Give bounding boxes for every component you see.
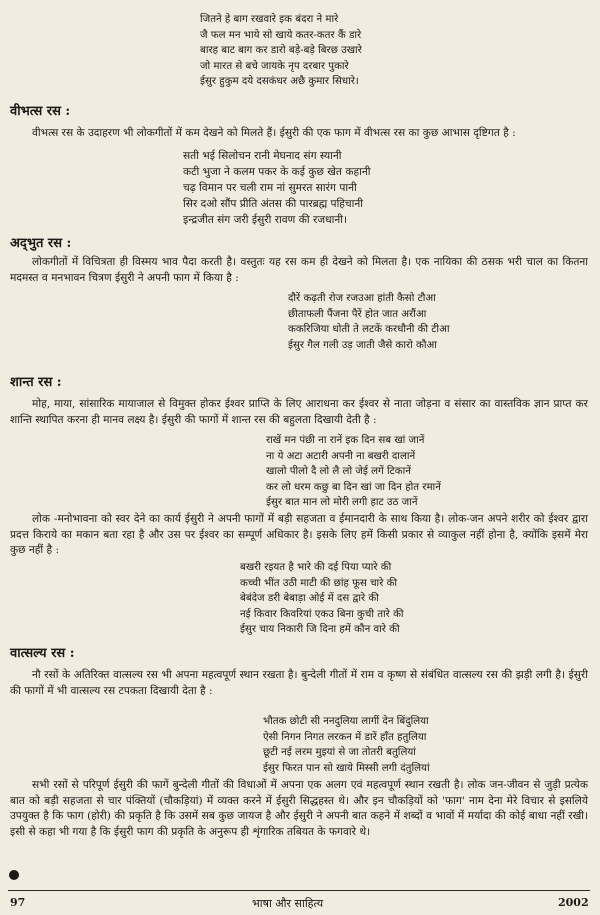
page-number: 97: [10, 896, 26, 909]
paragraph-adbhut: लोकगीतों में विचित्रता ही विस्मय भाव पैदा करती है। वस्तुतः यह रस कम ही देखने को मिलता है। एक नायिका की ठसक भरी चाल का कितना मदमस्त व मनभावन चित्रण ईसुरी ने अपनी फाग में किया है :: [10, 256, 588, 284]
year: 2002: [558, 896, 589, 909]
heading-adbhut-ras: अद्‌भुत रस :: [10, 236, 72, 251]
heading-shant-ras: शान्त रस :: [10, 375, 62, 390]
footer-rule: [8, 890, 590, 891]
verse-line: कर लो धरम कछु बा दिन खां जा दिन होत रमानें: [266, 481, 441, 493]
paragraph-shant-2: लोक -मनोभावना को स्वर देने का कार्य ईसुरी ने अपनी फागों में बड़ी सहजता व ईमानदारी के साथ किया है। लोक-जन अपने शरीर को ईश्वर द्वारा प्रदत्त किराये का मकान बता रहा है और उस पर ईश्वर का सम्पूर्ण अधिकार है। इसके लिए हमें किसी प्रकार से व्याकुल नहीं होना है, क्योंकि इसमें मेरा कुछ नहीं है :: [10, 513, 588, 557]
verse-line: सती भई सिलोचन रानी मेघनाद संग स्यानी: [183, 150, 342, 162]
verse-line: ईसुर बात मान लो मोरी लगी हाट उठ जानें: [266, 497, 418, 508]
verse-opening: [200, 12, 362, 90]
verse-line: दौरें कढ़ती रोज रजउआ हांती कैसो टौआ: [288, 293, 436, 304]
verse-vatsalya: [263, 714, 430, 776]
verse-line: कच्ची भींत उठी माटी की छांह फूस चारे की: [240, 577, 398, 589]
verse-line: बारह बाट बाग कर डारो बड़े-बड़े बिरछ उखारे: [200, 45, 362, 56]
paragraph-vibhats: वीभत्स रस के उदाहरण भी लोकगीतों में कम देखने को मिलते हैं। ईसुरी की एक फाग में वीभत्स रस का कुछ आभास दृष्टिगत है :: [32, 127, 516, 139]
verse-line: ईसुर चाय निकारी जि दिना हमें कौन वारे की: [240, 624, 400, 635]
verse-shant: [266, 433, 441, 511]
verse-line: इन्द्रजीत संग जरी ईसुरी रावण की रजधानी।: [183, 214, 348, 226]
verse-line: ऐसी निगन निगत लरकन में डारें हाँत हतुलिया: [263, 731, 427, 743]
verse-line: ना ये अटा अटारी अपनी ना बखरी दालानें: [266, 450, 416, 462]
verse-line: जितने हे बाग रखवारे इक बंदरा ने मारे: [200, 14, 339, 25]
verse-vibhats: [183, 148, 370, 228]
verse-line: चढ़ विमान पर चली राम नां सुमरत सारंग पानी: [183, 182, 357, 194]
verse-line: बेबंदेज डरी बेबाड़ा ओई में दस द्वारे की: [240, 593, 379, 604]
verse-line: राखें मन पंछी ना रानें इक दिन सब खां जानें: [266, 435, 425, 446]
verse-line: ईसुर फिरत पान सो खाये मिस्सी लगी दंतुलियां: [263, 762, 430, 774]
verse-line: ईसुर हुकुम दये दसकंधर अछै कुमार सिधारे।: [200, 76, 359, 87]
verse-line: छीताफली पैंजना पैरें होत जात अरौंआ: [288, 308, 427, 320]
journal-title: भाषा और साहित्य: [252, 897, 324, 910]
bullet-dot: [9, 870, 19, 880]
verse-adbhut: [288, 291, 449, 353]
verse-line: भौतक छोटी सी ननदुलिया लागीं देन बिंदुलिया: [263, 716, 429, 727]
verse-line: जो मारत से बचे जायके नृप दरबार पुकारे: [200, 60, 349, 72]
verse-line: जै फल मन भाये सो खाये कतर-कतर कैं डारे: [200, 29, 362, 41]
heading-vibhats-ras: वीभत्स रस :: [10, 104, 71, 119]
verse-line: सिर दओ सौंप प्रीति अंतस की पारब्रह्म पहिचानी: [183, 198, 364, 210]
verse-line: कटी भुजा ने कलम पकर के कई कुछ खेत कहानी: [183, 166, 371, 178]
paragraph-vatsalya-2: सभी रसों से परिपूर्ण ईसुरी की फागें बुन्देली गीतों की विधाओं में अपना एक अलग एवं महत्वपूर्ण स्थान रखती है। लोक जन-जीवन से जुड़ी प्रत्येक बात को बड़ी सहजता से चार पंक्तियों (चौकड़ियां) में व्यक्त करने में ईसुरी सिद्धहस्त थे। और इन चौकड़ियों को 'फाग' नाम देना मेरे विचार से इसलिये उपयुक्त है कि फाग (होरी) की प्रकृति है कि उसमें सब कुछ जायज है और ईसुरी ने अपनी बात कहने में शब्दों व भावों में मर्यादा की कोई बाधा नहीं रखी। इसी से कहा भी गया है कि ईसुरी फाग की प्रकृति के अनुरूप ही शृंगारिक तबियत के फगवारे थे।: [10, 779, 588, 838]
verse-shant-2: [240, 560, 404, 638]
heading-vatsalya-ras: वात्सल्य रस :: [10, 646, 75, 661]
verse-line: ककरिजिया धोती ते लटकें करधौनी की टीआ: [288, 324, 450, 335]
verse-line: नई किवार किवरियां एकउ बिना कुची तारे की: [240, 608, 404, 620]
verse-line: ईसुर गैल गली उड़ जाती जैसे कारो कौआ: [288, 339, 437, 351]
paragraph-shant: मोह, माया, सांसारिक मायाजाल से विमुक्त होकर ईश्वर प्राप्ति के लिए आराधना कर ईश्वर से नाता जोड़ना व संसार का वास्तविक ज्ञान प्राप्त कर शान्ति स्थापित करना ही मानव लक्ष्य है। ईसुरी की फागों में शान्त रस की बहुलता दिखायी देती है :: [10, 398, 588, 426]
verse-line: बखरी रइयत है भारे की दई पिया प्यारे की: [240, 562, 392, 573]
paragraph-vatsalya: नौ रसों के अतिरिक्त वात्सल्य रस भी अपना महत्वपूर्ण स्थान रखता है। बुन्देली गीतों में राम व कृष्ण से संबंधित वात्सल्य रस की झड़ी लगी है। ईसुरी की फागों में भी वात्सल्य रस टपकता दिखायी देता है :: [10, 669, 588, 697]
verse-line: खालो पीलो दै लो लै लो जेई लगें टिकानें: [266, 466, 411, 477]
verse-line: छूटी नई लरम मुइयां से जा तोतरी बतुलियां: [263, 747, 416, 758]
